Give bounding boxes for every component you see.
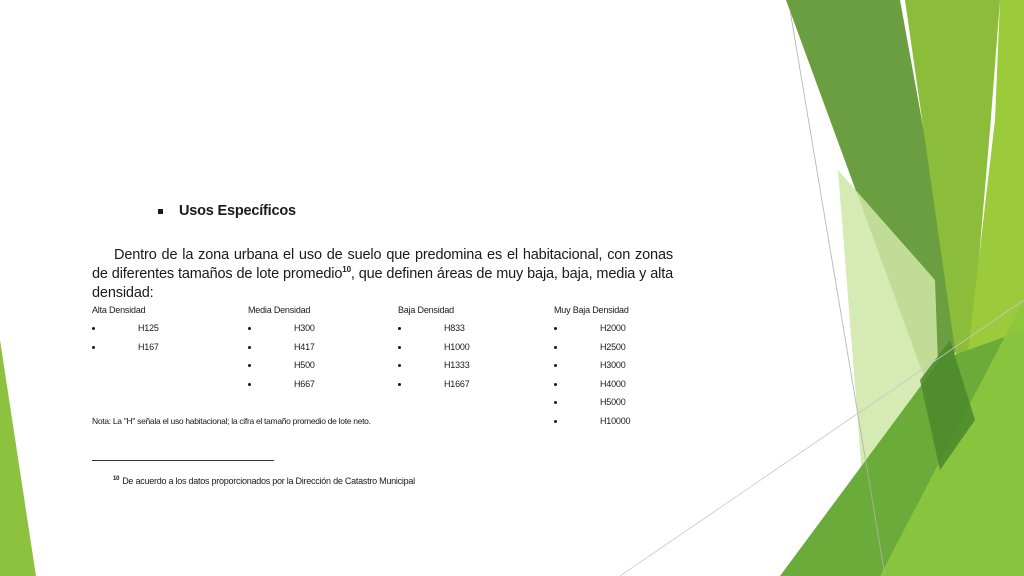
density-item-value: H2500 [600,341,626,352]
paragraph-text: Dentro de la zona urbana el uso de suelo que predomina es el habitacional, con zonas de diferentes tamaños de lote promedio [92,247,673,282]
density-item-value: H10000 [600,415,631,426]
density-item-value: H300 [294,323,315,333]
bullet-icon [248,327,251,330]
bullet-icon [398,327,401,330]
bullet-icon [92,346,95,349]
bullet-icon [554,327,557,330]
density-item [554,360,629,379]
bullet-icon [554,364,557,367]
density-item [248,323,315,342]
density-item-value: H833 [444,323,465,333]
density-item [398,341,470,361]
density-column-baja [398,305,470,397]
density-item-value: H4000 [600,378,626,389]
bullet-icon [248,383,251,386]
bullet-icon [554,401,557,404]
density-column-title: Baja Densidad [398,305,454,315]
footnote [113,476,415,486]
bullet-icon [248,364,251,367]
density-item-value: H667 [294,378,315,389]
footnote-divider [92,460,274,461]
density-item-value: H1333 [444,360,470,371]
footnote-number: 10 [113,476,120,482]
density-column-muy-baja [554,305,629,435]
density-item-value: H167 [138,341,159,352]
density-item-value: H125 [138,323,159,333]
footnote-reference: 10 [342,265,351,274]
density-item [398,360,470,379]
density-column-title: Media Densidad [248,305,311,315]
bullet-icon [398,346,401,349]
density-column-alta [92,305,159,360]
density-column-title: Muy Baja Densidad [554,305,629,315]
density-item-value: H3000 [600,360,626,371]
density-item [248,360,315,379]
section-heading [158,203,296,219]
density-item [92,323,159,342]
density-column-media [248,305,315,397]
density-item-value: H1667 [444,378,470,389]
density-item-value: H500 [294,360,315,371]
footnote-text: De acuerdo a los datos proporcionados por la Dirección de Catastro Municipal [122,476,415,486]
density-item [92,341,159,361]
density-column-title: Alta Densidad [92,305,146,315]
bullet-icon [398,383,401,386]
bullet-icon [398,364,401,367]
density-item [554,416,629,435]
square-bullet-icon [158,209,163,214]
bullet-icon [554,346,557,349]
paragraph-text-after: , que definen áreas de muy baja, baja, media y alta densidad: [92,266,673,301]
density-item-value: H5000 [600,397,626,408]
bullet-icon [554,383,557,386]
density-item [554,397,629,416]
table-note: Nota: La "H" señala el uso habitacional; la cifra el tamaño promedio de lote neto. [92,416,371,426]
density-item-value: H2000 [600,323,626,333]
density-item-value: H1000 [444,341,470,352]
density-item [398,378,470,398]
intro-paragraph [92,246,673,303]
density-item [398,323,465,342]
density-item [554,342,629,361]
density-item [248,378,315,398]
density-item [554,379,629,398]
density-item [554,323,629,342]
bullet-icon [554,420,557,423]
density-item [248,341,315,361]
density-item-value: H417 [294,341,315,352]
bullet-icon [92,327,95,330]
bullet-icon [248,346,251,349]
section-heading-text: Usos Específicos [179,203,296,219]
